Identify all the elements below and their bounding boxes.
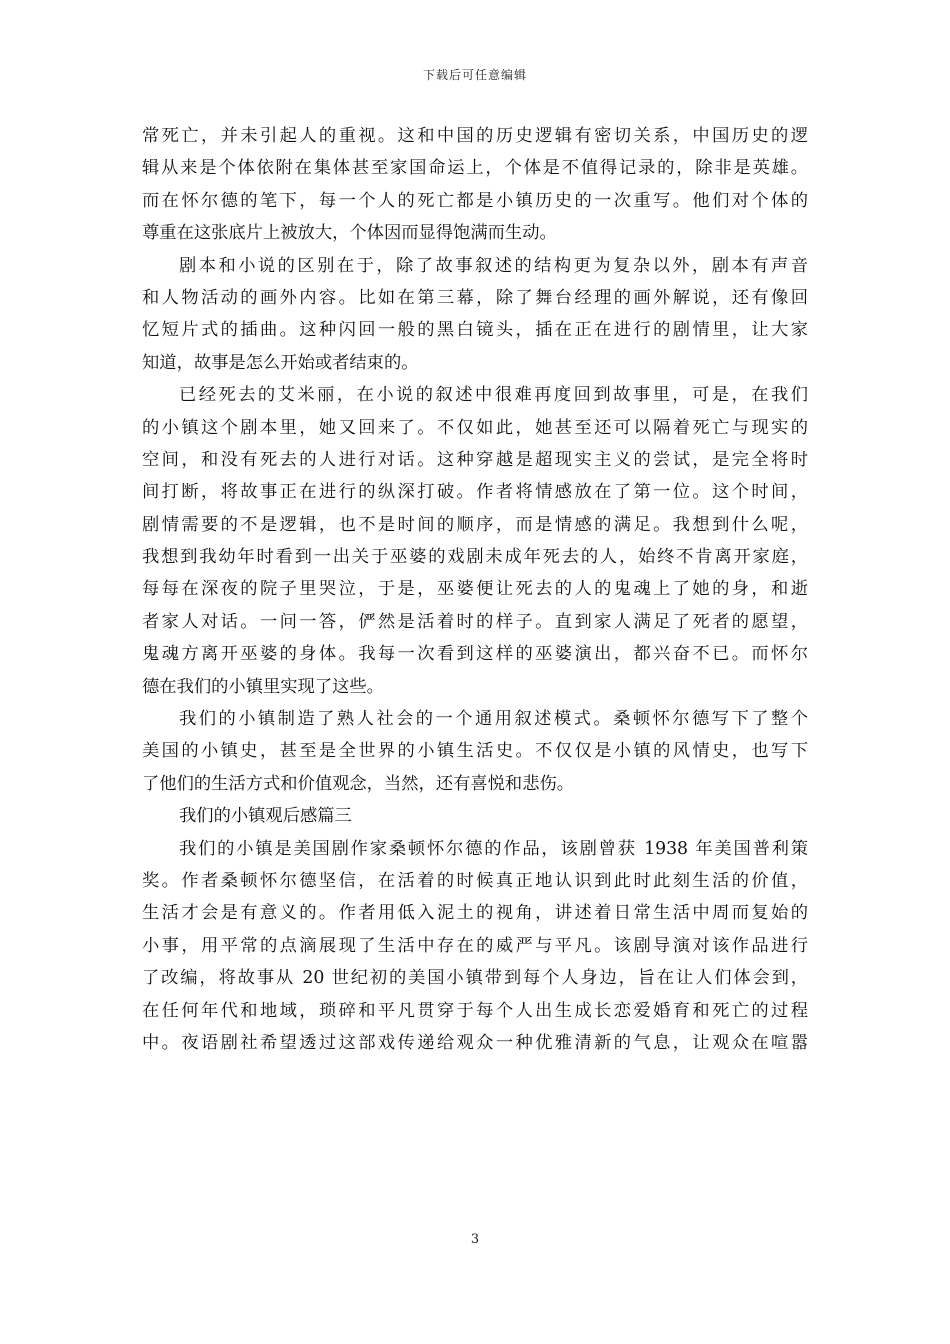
text-line: 中。夜语剧社希望透过这部戏传递给观众一种优雅清新的气息，让观众在喧嚣 bbox=[142, 1032, 808, 1053]
text-line: 美国的小镇史，甚至是全世界的小镇生活史。不仅仅是小镇的风情史，也写下 bbox=[142, 741, 808, 762]
text-line: 我想到我幼年时看到一出关于巫婆的戏剧未成年死去的人，始终不肯离开家庭， bbox=[142, 547, 808, 568]
text-line: 德在我们的小镇里实现了这些。 bbox=[142, 676, 384, 697]
text-line: 和人物活动的画外内容。比如在第三幕，除了舞台经理的画外解说，还有像回 bbox=[142, 287, 808, 308]
text-line: 已经死去的艾米丽，在小说的叙述中很难再度回到故事里，可是，在我们 bbox=[179, 385, 808, 406]
text-line: 常死亡，并未引起人的重视。这和中国的历史逻辑有密切关系，中国历史的逻 bbox=[142, 126, 808, 146]
text-line: 生活才会是有意义的。作者用低入泥土的视角，讲述着日常生活中周而复始的 bbox=[142, 903, 808, 924]
text-line: 了改编，将故事从 20 世纪初的美国小镇带到每个人身边，旨在让人们体会到， bbox=[142, 968, 808, 989]
text-line: 每每在深夜的院子里哭泣，于是，巫婆便让死去的人的鬼魂上了她的身，和逝 bbox=[142, 579, 808, 600]
text-line: 空间，和没有死去的人进行对话。这种穿越是超现实主义的尝试，是完全将时 bbox=[142, 449, 808, 470]
section-heading: 我们的小镇观后感篇三 bbox=[179, 806, 352, 827]
text-line: 我们的小镇制造了熟人社会的一个通用叙述模式。桑顿怀尔德写下了整个 bbox=[179, 709, 808, 730]
text-line: 在任何年代和地域，琐碎和平凡贯穿于每个人出生成长恋爱婚育和死亡的过程 bbox=[142, 1000, 808, 1021]
text-line: 鬼魂方离开巫婆的身体。我每一次看到这样的巫婆演出，都兴奋不已。而怀尔 bbox=[142, 644, 808, 665]
text-line: 而在怀尔德的笔下，每一个人的死亡都是小镇历史的一次重写。他们对个体的 bbox=[142, 190, 808, 211]
text-line: 剧本和小说的区别在于，除了故事叙述的结构更为复杂以外，剧本有声音 bbox=[179, 255, 808, 276]
text-line: 忆短片式的插曲。这种闪回一般的黑白镜头，插在正在进行的剧情里，让大家 bbox=[142, 320, 808, 341]
text-line: 我们的小镇是美国剧作家桑顿怀尔德的作品，该剧曾获 1938 年美国普利策 bbox=[179, 838, 808, 859]
text-line: 尊重在这张底片上被放大，个体因而显得饱满而生动。 bbox=[142, 223, 557, 244]
text-line: 知道，故事是怎么开始或者结束的。 bbox=[142, 352, 419, 373]
text-line: 的小镇这个剧本里，她又回来了。不仅如此，她甚至还可以隔着死亡与现实的 bbox=[142, 417, 808, 438]
text-line: 了他们的生活方式和价值观念，当然，还有喜悦和悲伤。 bbox=[142, 773, 575, 794]
text-line: 辑从来是个体依附在集体甚至家国命运上，个体是不值得记录的，除非是英雄。 bbox=[142, 158, 808, 179]
document-body bbox=[142, 120, 808, 1059]
text-line: 奖。作者桑顿怀尔德坚信，在活着的时候真正地认识到此时此刻生活的价值， bbox=[142, 870, 808, 891]
text-line: 小事，用平常的点滴展现了生活中存在的威严与平凡。该剧导演对该作品进行 bbox=[142, 935, 808, 956]
text-line: 间打断，将故事正在进行的纵深打破。作者将情感放在了第一位。这个时间， bbox=[142, 482, 808, 503]
page-number: 3 bbox=[470, 1232, 480, 1247]
page-header: 下载后可任意编辑 bbox=[422, 68, 527, 82]
text-line: 剧情需要的不是逻辑，也不是时间的顺序，而是情感的满足。我想到什么呢， bbox=[142, 514, 808, 535]
text-line: 者家人对话。一问一答，俨然是活着时的样子。直到家人满足了死者的愿望， bbox=[142, 611, 808, 632]
